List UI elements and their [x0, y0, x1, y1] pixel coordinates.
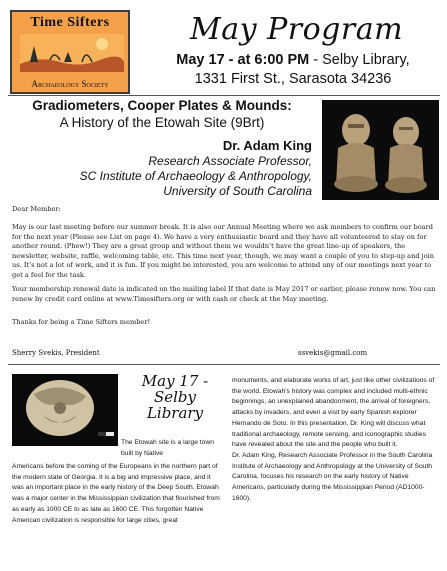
article-paragraph: Dr. Adam King, Research Associate Professor in the South Carolina Institute of Archaeology and Anthropology at the University of South Carolina, focuses his research on the early history of Native Americans, particularly during the Mississippian Period (AD1000-1600).: [232, 452, 433, 502]
event-date-time: May 17 - at 6:00 PM: [176, 52, 310, 68]
article-paragraph: monuments, and elaborate works of art, just like other civilizations of the world. Etowah’s history was complex and included multi-ethnic beginnings, an unexplained abandonment, the arrival of foreigners, attacks by invaders, and even a visit by early Spanish explorer Hernando de Soto. In this presentation, Dr. King will discuss what traditional archaeology, remote sensing, and iconographic studies have revealed about the site and the people who built it.: [232, 377, 435, 449]
society-logo: [10, 10, 130, 94]
divider: [8, 95, 440, 96]
speaker-title: Research Associate Professor,: [148, 154, 312, 168]
article-text: Americans before the coming of the Europeans in the northern part of the modern state of Georgia. It is a big and impressive place, and it was an important place in the early history of the Deep South. Etowah was a major center in the Mississippian civilization that flourished from as early as 1000 CE to as late as 1600 CE. This forgotten Native American civilization is responsible for large cities, great: [12, 463, 220, 524]
copper-plate-image-icon: [12, 374, 118, 446]
talk-title: Gradiometers, Cooper Plates & Mounds:: [32, 98, 292, 113]
president-email[interactable]: ssvekis@gmail.com: [298, 349, 368, 357]
speaker-university: University of South Carolina: [163, 184, 312, 198]
signature: Sherry Svekis, President: [12, 349, 100, 357]
statues-image-icon: [322, 100, 439, 200]
article-heading-line: Selby: [153, 387, 197, 406]
divider: [8, 364, 440, 365]
event-date-line: [148, 52, 438, 68]
speaker-institute: SC Institute of Archaeology & Anthropology,: [79, 169, 312, 183]
event-address: 1331 First St., Sarasota 34236: [194, 71, 392, 87]
talk-subtitle: A History of the Etowah Site (9Brt): [59, 115, 265, 130]
letter-paragraph: Your membership renewal date is indicated on the mailing label If that date is May 2017 or earlier, please renew now. You can renew by credit card online at www.Timesifters.org or with cash or check at the May meeting.: [12, 285, 436, 303]
letter-paragraph: May is our last meeting before our summer break. It is also our Annual Meeting where we ask members to confirm our board for the next year (Please see List on page 4). We have a very enthusiastic board and they have all volunteered to stay on for another round. (Phew!) They are a great group and without them we wouldn’t have the great line-up of speakers, the newsletter, website, raffle, welcoming table, etc. This time next year, though, we may want a couple of you to step-up and join us. It’s not a lot of work, and it is fun. If you might be interested, you are welcome to attend any of our meetings next year to get a feel for the task.: [12, 223, 435, 279]
speaker-name: Dr. Adam King: [222, 138, 312, 153]
logo-scene-icon: [20, 34, 124, 72]
etowah-statues-photo: [322, 100, 439, 200]
copper-plate-artifact-photo: [12, 374, 118, 446]
event-venue: - Selby Library,: [309, 52, 410, 68]
article-heading-line: May 17 -: [141, 372, 209, 390]
logo-society: Archaeology Society: [31, 79, 109, 89]
article-column-right: [232, 376, 436, 505]
article-heading-line: Library: [146, 403, 204, 422]
page-title: May Program: [190, 12, 404, 47]
article-heading: [132, 374, 218, 421]
article-text: The Etowah site is a large town built by Native: [121, 439, 214, 457]
logo-name: Time Sifters: [30, 15, 110, 30]
letter-salutation: Dear Member:: [12, 205, 61, 213]
letter-closing: Thanks for being a Time Sifters member!: [12, 318, 151, 326]
